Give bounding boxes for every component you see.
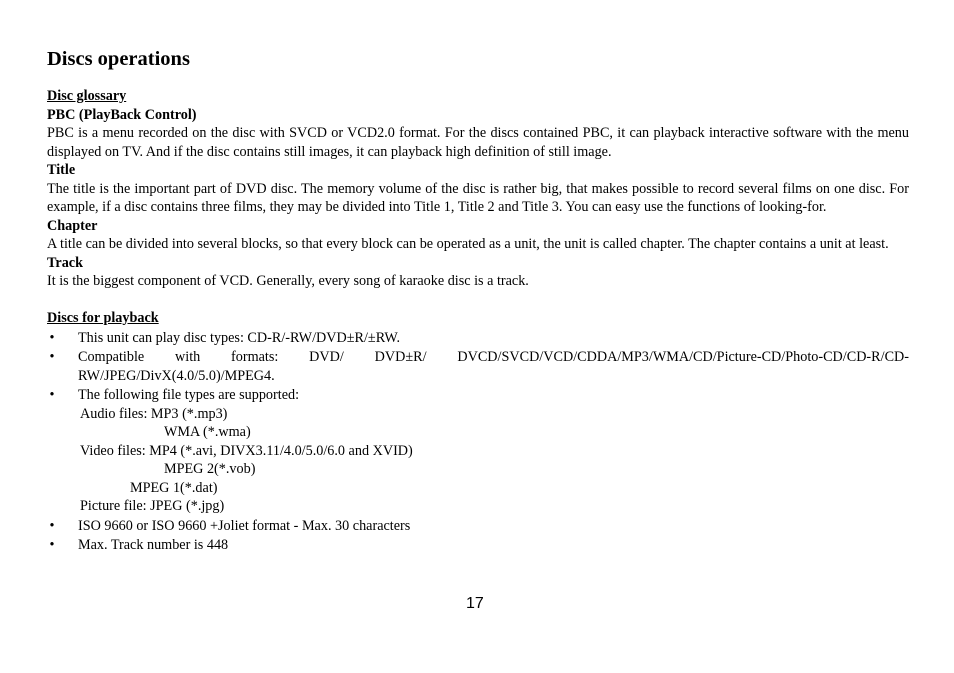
- bullet-icon: •: [49, 517, 55, 534]
- bullet-icon: •: [49, 537, 55, 553]
- bullet-text: Compatible with formats: DVD/ DVD±R/ DVCD/SVCD/VCD/CDDA/MP3/WMA/CD/Picture-CD/Photo-CD/CD-R/CD-RW/JPEG/DivX(4.0/5.0)/MPEG4.: [78, 349, 909, 384]
- list-item: [47, 329, 909, 348]
- video-files-mp4: Video files: MP4 (*.avi, DIVX3.11/4.0/5.0/6.0 and XVID): [80, 442, 413, 459]
- disc-glossary-heading: Disc glossary: [47, 88, 127, 104]
- list-item: [47, 348, 909, 385]
- list-item: [47, 386, 909, 405]
- bullet-icon: •: [49, 349, 55, 365]
- title-term: Title: [47, 162, 76, 178]
- track-term: Track: [47, 254, 83, 271]
- page-title: Discs operations: [47, 48, 190, 70]
- discs-for-playback-heading: Discs for playback: [47, 310, 159, 326]
- bullet-icon: •: [49, 387, 55, 403]
- track-description: It is the biggest component of VCD. Generally, every song of karaoke disc is a track.: [47, 273, 529, 289]
- video-files-mpeg2: MPEG 2(*.vob): [164, 461, 256, 477]
- chapter-term: Chapter: [47, 217, 98, 234]
- section-spacer: [47, 291, 909, 310]
- chapter-description: A title can be divided into several blocks, so that every block can be operated as a unit, the unit is called chapter. The chapter contains a unit at least.: [47, 236, 889, 252]
- title-description: The title is the important part of DVD disc. The memory volume of the disc is rather big, that makes possible to record several films on one disc. For example, if a disc contains three films, they may be divided into Title 1, Title 2 and Title 3. You can easy use the functions of looking-for.: [47, 180, 909, 215]
- bullet-text: ISO 9660 or ISO 9660 +Joliet format - Max. 30 characters: [78, 517, 411, 534]
- audio-files-mp3: Audio files: MP3 (*.mp3): [80, 405, 228, 422]
- page-content: [47, 87, 909, 555]
- playback-bullet-list-continued: [47, 517, 909, 555]
- audio-files-wma: WMA (*.wma): [164, 424, 251, 440]
- list-item: [47, 517, 909, 536]
- pbc-description: PBC is a menu recorded on the disc with SVCD or VCD2.0 format. For the discs contained PBC, it can playback interactive software with the menu displayed on TV. And if the disc contains still images, it can playback high definition of still image.: [47, 125, 909, 160]
- page-number: 17: [466, 595, 484, 612]
- bullet-text: This unit can play disc types: CD-R/-RW/DVD±R/±RW.: [78, 329, 401, 346]
- video-files-mpeg1: MPEG 1(*.dat): [130, 479, 218, 496]
- pbc-term: PBC (PlayBack Control): [47, 106, 197, 123]
- bullet-icon: •: [49, 329, 55, 346]
- picture-file-jpeg: Picture file: JPEG (*.jpg): [80, 498, 225, 514]
- playback-bullet-list: [47, 329, 909, 405]
- bullet-text: The following file types are supported:: [78, 387, 300, 403]
- list-item: [47, 536, 909, 555]
- file-type-list: [47, 405, 909, 516]
- bullet-text: Max. Track number is 448: [78, 537, 229, 553]
